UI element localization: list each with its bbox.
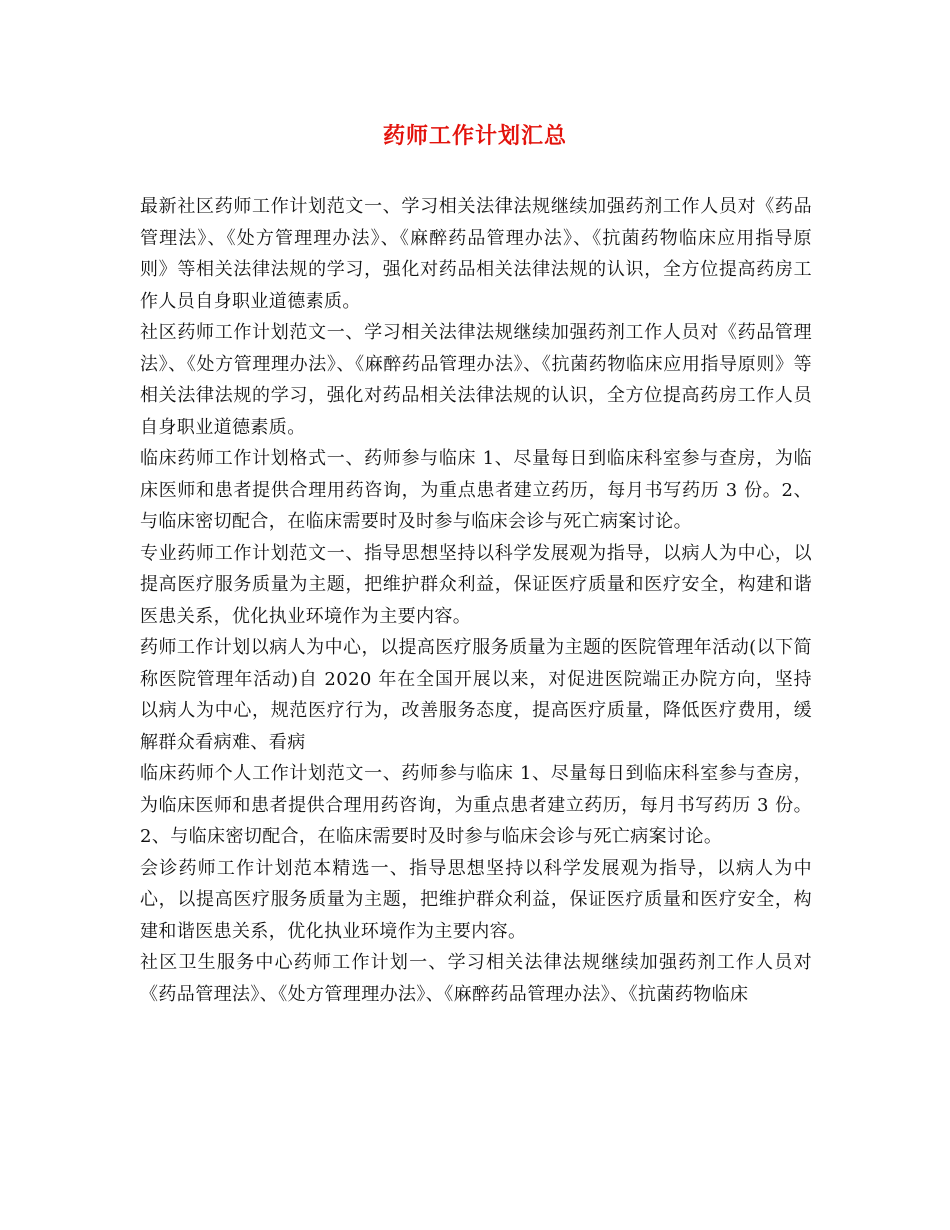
paragraph: 临床药师工作计划格式一、药师参与临床 1、尽量每日到临床科室参与查房，为临床医师和患者提供合理用药咨询，为重点患者建立药历，每月书写药历 3 份。2、与临床密切配合，在临床需要时及时参与临床会诊与死亡病案讨论。	[140, 448, 812, 532]
document-title: 药师工作计划汇总	[382, 124, 567, 149]
paragraph: 最新社区药师工作计划范文一、学习相关法律法规继续加强药剂工作人员对《药品管理法》、《处方管理理办法》、《麻醉药品管理办法》、《抗菌药物临床应用指导原则》等相关法律法规的学习，强化对药品相关法律法规的认识，全方位提高药房工作人员自身职业道德素质。	[140, 196, 812, 312]
paragraph: 专业药师工作计划范文一、指导思想坚持以科学发展观为指导，以病人为中心，以提高医疗服务质量为主题，把维护群众利益，保证医疗质量和医疗安全，构建和谐医患关系，优化执业环境作为主要内容。	[140, 542, 812, 627]
paragraph: 社区卫生服务中心药师工作计划一、学习相关法律法规继续加强药剂工作人员对《药品管理法》、《处方管理理办法》、《麻醉药品管理办法》、《抗菌药物临床	[140, 952, 812, 1005]
paragraph: 药师工作计划以病人为中心，以提高医疗服务质量为主题的医院管理年活动(以下简称医院管理年活动)自 2020 年在全国开展以来，对促进医院端正办院方向，坚持以病人为中心，规范医疗行为，改善服务态度，提高医疗质量，降低医疗费用，缓解群众看病难、看病	[140, 637, 812, 753]
paragraph: 临床药师个人工作计划范文一、药师参与临床 1、尽量每日到临床科室参与查房，为临床医师和患者提供合理用药咨询，为重点患者建立药历，每月书写药历 3 份。2、与临床密切配合，在临床需要时及时参与临床会诊与死亡病案讨论。	[140, 763, 812, 847]
paragraph: 会诊药师工作计划范本精选一、指导思想坚持以科学发展观为指导，以病人为中心，以提高医疗服务质量为主题，把维护群众利益，保证医疗质量和医疗安全，构建和谐医患关系，优化执业环境作为主要内容。	[140, 857, 812, 942]
paragraph: 社区药师工作计划范文一、学习相关法律法规继续加强药剂工作人员对《药品管理法》、《处方管理理办法》、《麻醉药品管理办法》、《抗菌药物临床应用指导原则》等相关法律法规的学习，强化对药品相关法律法规的认识，全方位提高药房工作人员自身职业道德素质。	[140, 322, 812, 438]
document-body	[140, 191, 812, 1010]
